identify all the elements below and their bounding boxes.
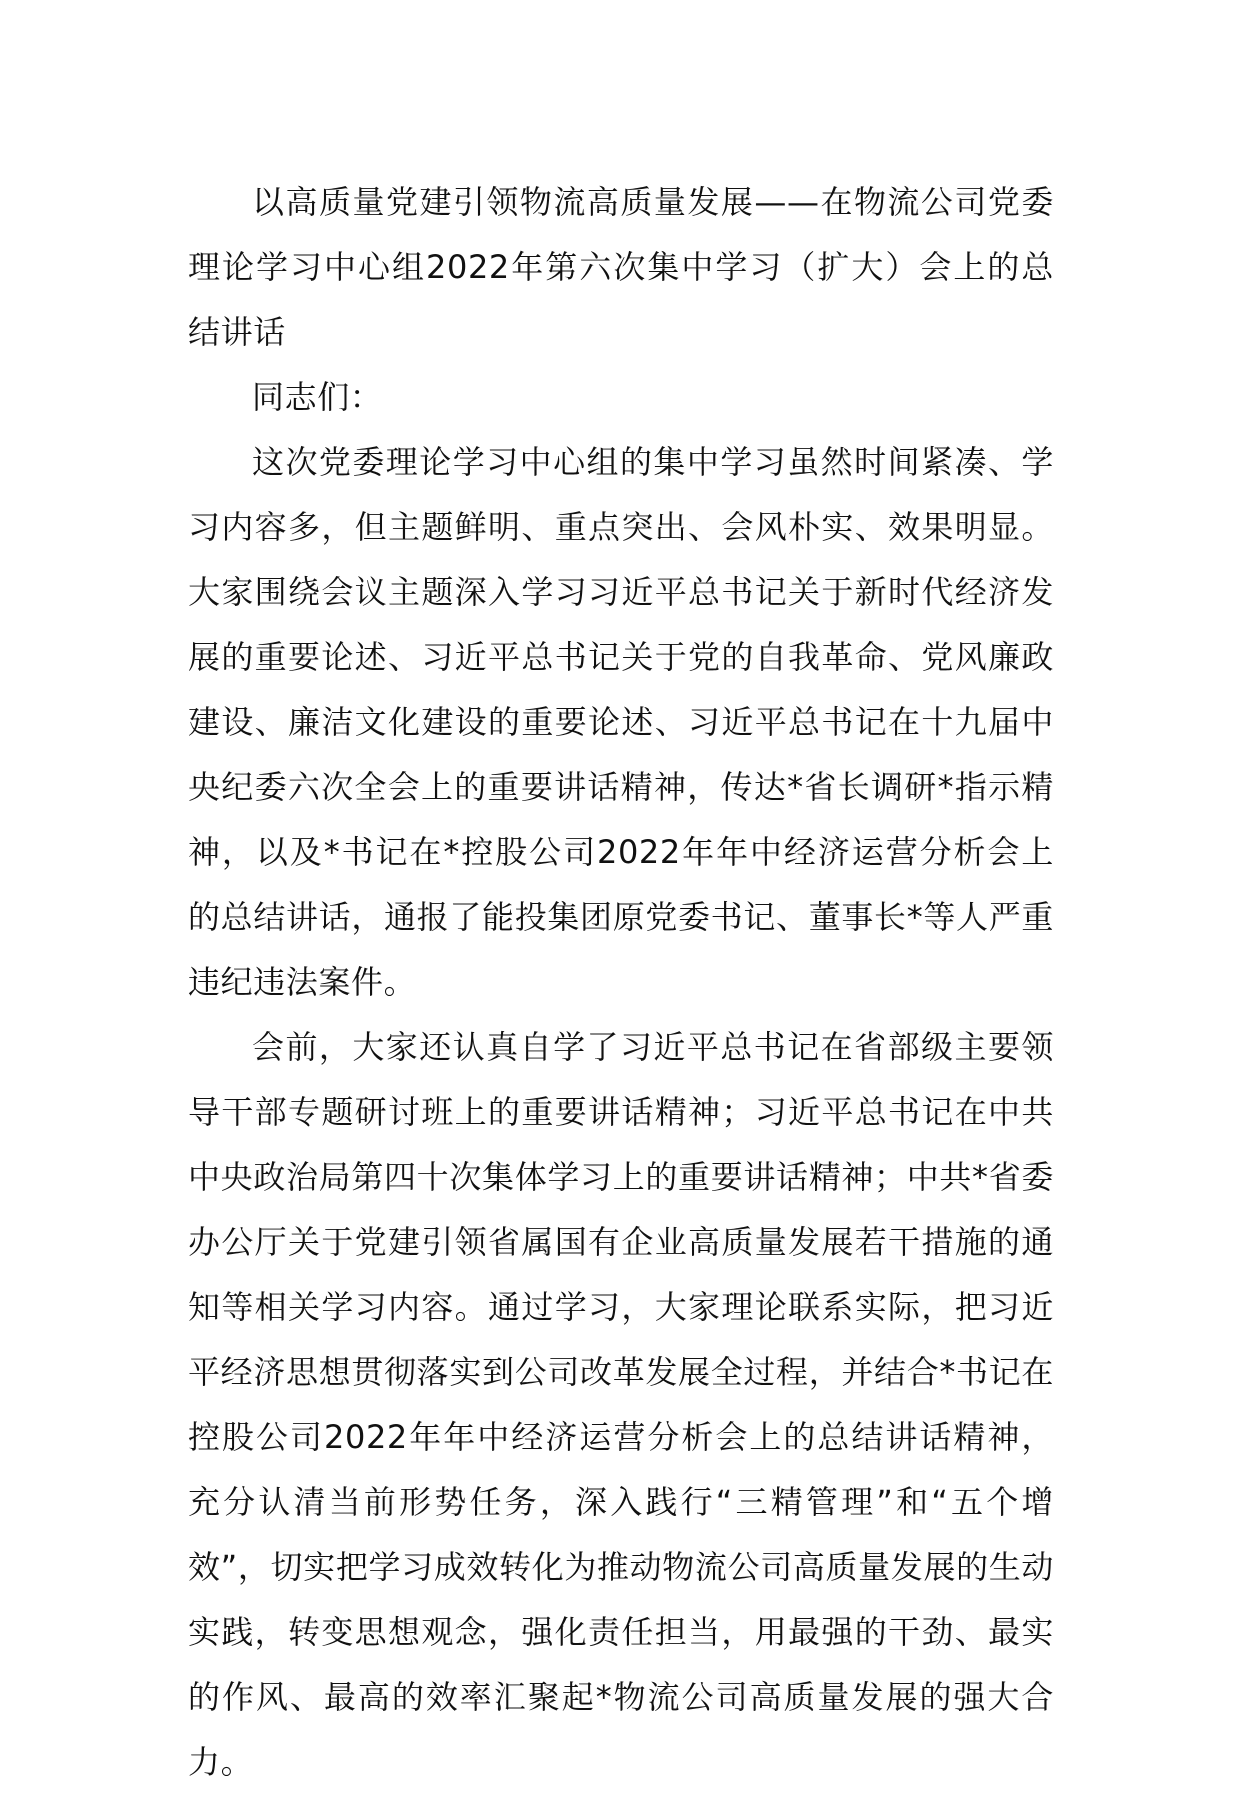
salutation: 同志们： xyxy=(252,378,383,416)
body-paragraph-1: 这次党委理论学习中心组的集中学习虽然时间紧凑、学习内容多，但主题鲜明、重点突出、会风朴实、效果明显。大家围绕会议主题深入学习习近平总书记关于新时代经济发展的重要论述、习近平总书记关于党的自我革命、党风廉政建设、廉洁文化建设的重要论述、习近平总书记在十九届中央纪委六次全会上的重要讲话精神，传达*省长调研*指示精神，以及*书记在*控股公司2022年年中经济运营分析会上的总结讲话，通报了能投集团原党委书记、董事长*等人严重违纪违法案件。 xyxy=(188,443,1054,1001)
document-title: 以高质量党建引领物流高质量发展——在物流公司党委理论学习中心组2022年第六次集中学习（扩大）会上的总结讲话 xyxy=(188,183,1054,351)
document-body xyxy=(188,170,1054,1795)
body-paragraph-2: 会前，大家还认真自学了习近平总书记在省部级主要领导干部专题研讨班上的重要讲话精神；习近平总书记在中共中央政治局第四十次集体学习上的重要讲话精神；中共*省委办公厅关于党建引领省属国有企业高质量发展若干措施的通知等相关学习内容。通过学习，大家理论联系实际，把习近平经济思想贯彻落实到公司改革发展全过程，并结合*书记在控股公司2022年年中经济运营分析会上的总结讲话精神，充分认清当前形势任务，深入践行“三精管理”和“五个增效”，切实把学习成效转化为推动物流公司高质量发展的生动实践，转变思想观念，强化责任担当，用最强的干劲、最实的作风、最高的效率汇聚起*物流公司高质量发展的强大合力。 xyxy=(188,1028,1054,1781)
